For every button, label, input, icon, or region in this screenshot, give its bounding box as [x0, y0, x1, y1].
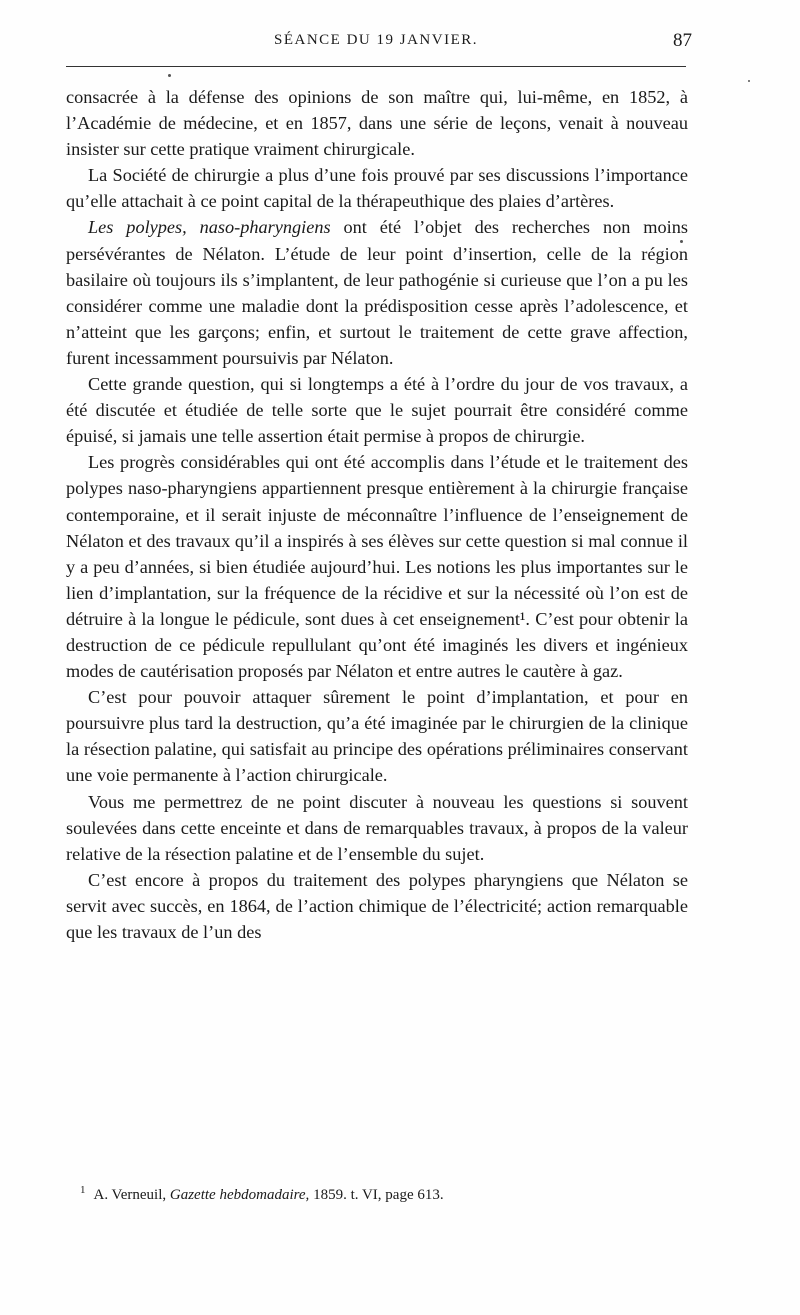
paragraph-6	[66, 684, 688, 788]
paragraph-8-text: C’est encore à propos du traitement des polypes pharyngiens que Nélaton se servit avec succès, en 1864, de l’action chimique de l’électricité; action remarquable que les travaux de l’un des	[66, 869, 688, 942]
paragraph-8	[66, 867, 688, 945]
running-title: SÉANCE DU 19 JANVIER.	[274, 32, 478, 48]
footnote-rest: 1859. t. VI, page 613.	[309, 1187, 444, 1203]
print-speck	[748, 80, 750, 82]
running-head	[66, 30, 692, 60]
paragraph-2	[66, 162, 688, 214]
paragraph-4	[66, 371, 688, 449]
footnote-journal: Gazette hebdomadaire,	[169, 1187, 310, 1203]
paragraph-3-text: ont été l’objet des recherches non moins persévérantes de Nélaton. L’étude de leur point d’insertion, celle de la région basilaire où toujours ils s’implantent, de leur pathogénie si curieuse que l’on a pu les considérer comme une maladie dont la prédisposition cesse après l’adolescence, et n’atteint que les garçons; enfin, et surtout le traitement de cette grave affection, furent incessamment poursuivis par Nélaton.	[66, 217, 688, 368]
footnote-marker: 1	[80, 1184, 86, 1196]
footnote	[80, 1180, 680, 1205]
paragraph-5	[66, 449, 688, 684]
paragraph-7	[66, 789, 688, 867]
paragraph-3	[66, 214, 688, 371]
print-speck	[680, 240, 683, 243]
footnote-author: A. Verneuil,	[93, 1187, 170, 1203]
paragraph-6-text: C’est pour pouvoir attaquer sûrement le point d’implantation, et pour en poursuivre plus tard la destruction, qu’a été imaginée par le chirurgien de la clinique la résection palatine, qui satisfait au principe des opérations préliminaires conservant une voie permanente à l’action chirurgicale.	[66, 687, 688, 786]
paragraph-3-italic: Les polypes, naso-pharyngiens	[88, 217, 331, 238]
header-rule	[66, 66, 686, 67]
paragraph-1-text: consacrée à la défense des opinions de son maître qui, lui-même, en 1852, à l’Académie de médecine, et en 1857, dans une série de leçons, venait à nouveau insister sur cette pratique vraiment chirurgicale.	[66, 87, 688, 160]
paragraph-1	[66, 84, 688, 162]
print-speck	[168, 74, 171, 77]
page-number: 87	[673, 30, 692, 51]
paragraph-7-text: Vous me permettrez de ne point discuter à nouveau les questions si souvent soulevées dans cette enceinte et dans de remarquables travaux, à propos de la valeur relative de la résection palatine et de l’ensemble du sujet.	[66, 791, 688, 864]
paragraph-4-text: Cette grande question, qui si longtemps a été à l’ordre du jour de vos travaux, a été discutée et étudiée de telle sorte que le sujet pourrait être considéré comme épuisé, si jamais une telle assertion était permise à propos de chirurgie.	[66, 374, 688, 447]
paragraph-2-text: La Société de chirurgie a plus d’une fois prouvé par ses discussions l’importance qu’elle attachait à ce point capital de la thérapeuthique des plaies d’artères.	[66, 165, 688, 212]
paragraph-5-text: Les progrès considérables qui ont été accomplis dans l’étude et le traitement des polypes naso-pharyngiens appartiennent presque entièrement à la chirurgie française contemporaine, et il serait injuste de méconnaître l’influence de l’enseignement de Nélaton et des travaux qu’il a inspirés à ses élèves sur cette question si mal connue il y a peu d’années, si bien étudiée aujourd’hui. Les notions les plus importantes sur le lien d’implantation, sur la fréquence de la récidive et sur la nécessité où l’on est de détruire à la longue le pédicule, sont dues à cet enseignement¹. C’est pour obtenir la destruction de ce pédicule repullulant qu’ont été imaginés les divers et ingénieux modes de cautérisation proposés par Nélaton et entre autres le cautère à gaz.	[66, 452, 688, 682]
body-text	[66, 84, 688, 945]
